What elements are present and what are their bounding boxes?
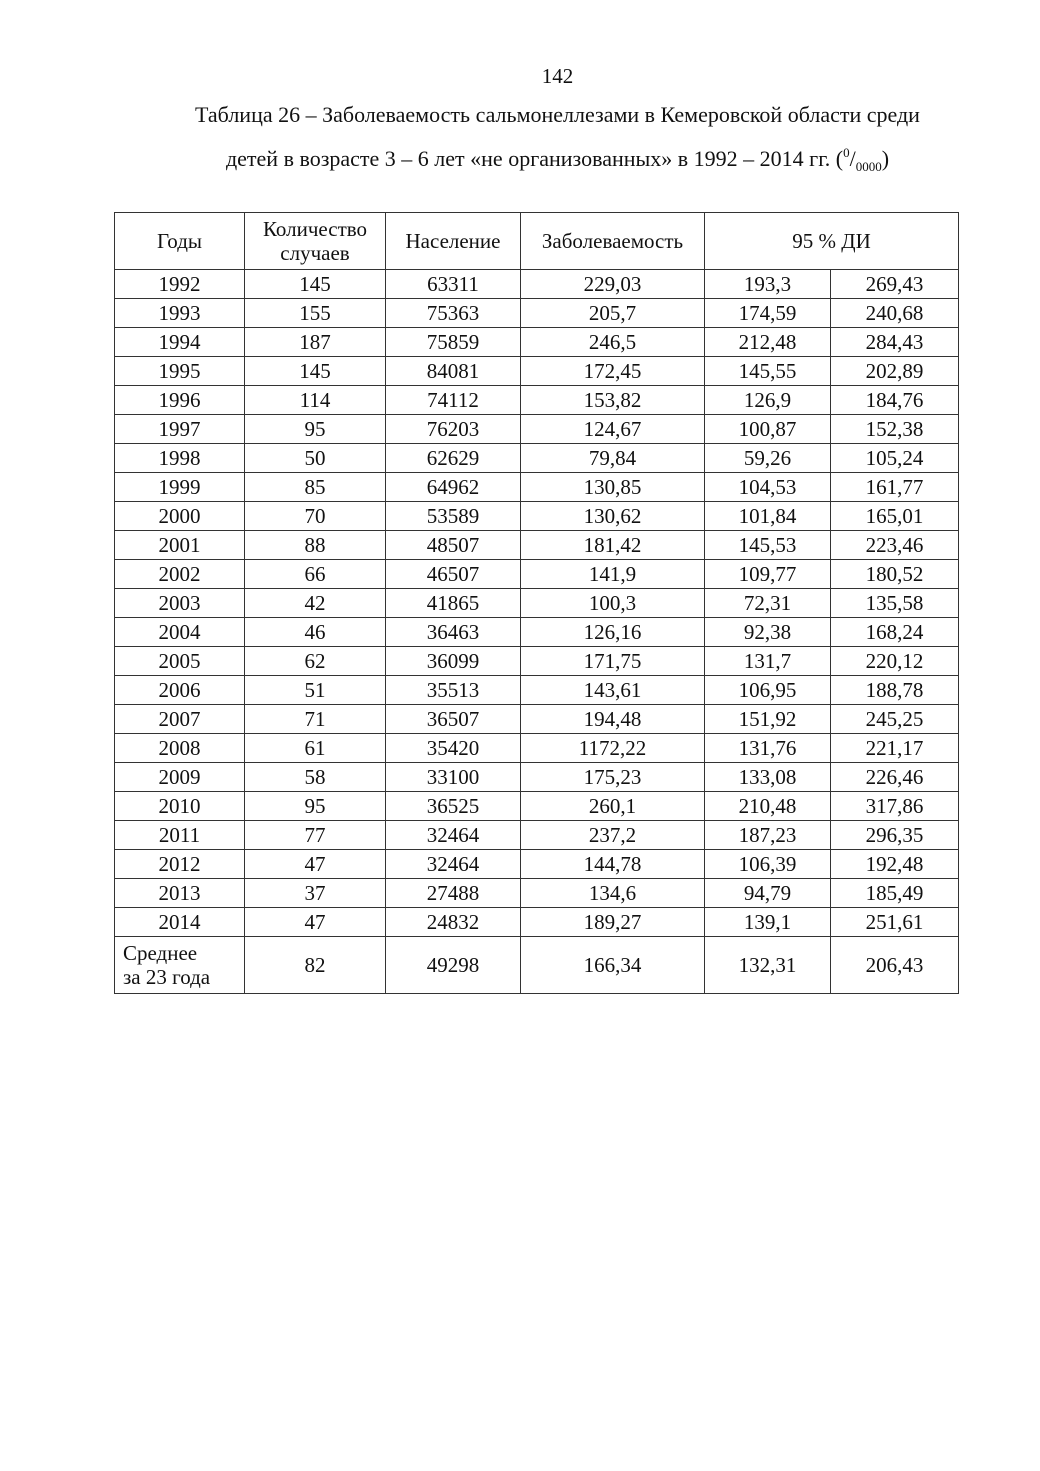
unit-superscript: 0: [843, 145, 850, 160]
cell-population: 41865: [386, 589, 521, 618]
cell-ci-low: 131,76: [705, 734, 831, 763]
table-row: [115, 531, 959, 560]
cell-year: 2010: [115, 792, 245, 821]
table-caption-line-2: [100, 146, 1015, 172]
table-row: [115, 589, 959, 618]
cell-ci-high: 221,17: [831, 734, 959, 763]
cell-incidence: 143,61: [521, 676, 705, 705]
table-row: [115, 444, 959, 473]
table-row: [115, 618, 959, 647]
cell-cases: 70: [245, 502, 386, 531]
cell-incidence: 153,82: [521, 386, 705, 415]
table-row: [115, 357, 959, 386]
cell-year: 2003: [115, 589, 245, 618]
cell-ci-low: 72,31: [705, 589, 831, 618]
cell-year: 2007: [115, 705, 245, 734]
cell-incidence: 124,67: [521, 415, 705, 444]
cell-ci-high: 184,76: [831, 386, 959, 415]
cell-cases: 50: [245, 444, 386, 473]
cell-ci-high: 168,24: [831, 618, 959, 647]
cell-incidence: 229,03: [521, 270, 705, 299]
cell-year: 1992: [115, 270, 245, 299]
cell-ci-high: 226,46: [831, 763, 959, 792]
cell-population: 53589: [386, 502, 521, 531]
cell-incidence: 175,23: [521, 763, 705, 792]
table-row: [115, 473, 959, 502]
cell-population: 62629: [386, 444, 521, 473]
cell-year: 1999: [115, 473, 245, 502]
table-row: [115, 879, 959, 908]
cell-ci-high: 269,43: [831, 270, 959, 299]
unit-slash: /: [849, 146, 856, 171]
cell-year: 2000: [115, 502, 245, 531]
cell-ci-high: 251,61: [831, 908, 959, 937]
cell-ci-low: 210,48: [705, 792, 831, 821]
cell-year: 2014: [115, 908, 245, 937]
cell-population: 36463: [386, 618, 521, 647]
cell-ci-high: 202,89: [831, 357, 959, 386]
cell-cases: 85: [245, 473, 386, 502]
cell-ci-low: 126,9: [705, 386, 831, 415]
header-population: Население: [386, 213, 521, 270]
average-ci-low: 132,31: [705, 937, 831, 994]
cell-incidence: 181,42: [521, 531, 705, 560]
cell-ci-high: 180,52: [831, 560, 959, 589]
cell-year: 2001: [115, 531, 245, 560]
cell-population: 36099: [386, 647, 521, 676]
cell-population: 35513: [386, 676, 521, 705]
cell-population: 63311: [386, 270, 521, 299]
cell-ci-low: 174,59: [705, 299, 831, 328]
cell-population: 75363: [386, 299, 521, 328]
cell-incidence: 130,85: [521, 473, 705, 502]
table-row: [115, 386, 959, 415]
cell-population: 36525: [386, 792, 521, 821]
cell-population: 27488: [386, 879, 521, 908]
cell-ci-low: 151,92: [705, 705, 831, 734]
cell-population: 75859: [386, 328, 521, 357]
average-label: [115, 937, 245, 994]
cell-population: 48507: [386, 531, 521, 560]
cell-ci-low: 100,87: [705, 415, 831, 444]
cell-year: 1996: [115, 386, 245, 415]
cell-cases: 114: [245, 386, 386, 415]
cell-year: 1997: [115, 415, 245, 444]
table-row: [115, 502, 959, 531]
cell-incidence: 100,3: [521, 589, 705, 618]
cell-cases: 47: [245, 908, 386, 937]
cell-cases: 66: [245, 560, 386, 589]
cell-year: 1998: [115, 444, 245, 473]
cell-ci-low: 94,79: [705, 879, 831, 908]
table-row: [115, 270, 959, 299]
header-cases-line-2: случаев: [280, 241, 350, 265]
caption-close-paren: ): [881, 146, 890, 171]
average-ci-high: 206,43: [831, 937, 959, 994]
cell-year: 1995: [115, 357, 245, 386]
cell-population: 64962: [386, 473, 521, 502]
cell-year: 2005: [115, 647, 245, 676]
cell-population: 74112: [386, 386, 521, 415]
cell-incidence: 144,78: [521, 850, 705, 879]
cell-ci-low: 101,84: [705, 502, 831, 531]
header-row: [115, 213, 959, 270]
cell-incidence: 171,75: [521, 647, 705, 676]
cell-ci-high: 135,58: [831, 589, 959, 618]
cell-ci-high: 165,01: [831, 502, 959, 531]
header-cases-line-1: Количество: [262, 217, 368, 241]
table-row: [115, 676, 959, 705]
cell-ci-high: 161,77: [831, 473, 959, 502]
cell-cases: 71: [245, 705, 386, 734]
average-label-line-2: за 23 года: [123, 965, 211, 989]
table-row: [115, 560, 959, 589]
cell-ci-low: 92,38: [705, 618, 831, 647]
cell-population: 32464: [386, 850, 521, 879]
cell-year: 1994: [115, 328, 245, 357]
table-caption-line-1: Таблица 26 – Заболеваемость сальмонеллезами в Кемеровской области среди: [195, 102, 920, 127]
cell-incidence: 1172,22: [521, 734, 705, 763]
header-cases: [245, 213, 386, 270]
cell-cases: 77: [245, 821, 386, 850]
table-body: [115, 270, 959, 994]
cell-ci-low: 133,08: [705, 763, 831, 792]
cell-incidence: 260,1: [521, 792, 705, 821]
cell-incidence: 130,62: [521, 502, 705, 531]
cell-cases: 51: [245, 676, 386, 705]
cell-ci-low: 106,95: [705, 676, 831, 705]
cell-population: 24832: [386, 908, 521, 937]
cell-ci-low: 131,7: [705, 647, 831, 676]
cell-year: 2006: [115, 676, 245, 705]
table-row: [115, 734, 959, 763]
table-row: [115, 792, 959, 821]
cell-incidence: 205,7: [521, 299, 705, 328]
cell-incidence: 141,9: [521, 560, 705, 589]
cell-population: 84081: [386, 357, 521, 386]
cell-incidence: 79,84: [521, 444, 705, 473]
cell-ci-high: 240,68: [831, 299, 959, 328]
cell-cases: 187: [245, 328, 386, 357]
cell-ci-high: 296,35: [831, 821, 959, 850]
caption-text: детей в возрасте 3 – 6 лет «не организованных» в 1992 – 2014 гг. (: [225, 146, 844, 171]
cell-ci-low: 193,3: [705, 270, 831, 299]
cell-ci-high: 188,78: [831, 676, 959, 705]
cell-population: 33100: [386, 763, 521, 792]
cell-year: 2008: [115, 734, 245, 763]
cell-population: 32464: [386, 821, 521, 850]
header-confidence-interval: 95 % ДИ: [705, 213, 959, 270]
table-row: [115, 299, 959, 328]
cell-incidence: 172,45: [521, 357, 705, 386]
cell-year: 1993: [115, 299, 245, 328]
page-number: 142: [541, 64, 574, 88]
cell-ci-high: 185,49: [831, 879, 959, 908]
table-row: [115, 850, 959, 879]
cell-ci-low: 109,77: [705, 560, 831, 589]
cell-incidence: 237,2: [521, 821, 705, 850]
cell-year: 2004: [115, 618, 245, 647]
table-row: [115, 821, 959, 850]
cell-cases: 46: [245, 618, 386, 647]
cell-cases: 155: [245, 299, 386, 328]
average-incidence: 166,34: [521, 937, 705, 994]
cell-ci-high: 317,86: [831, 792, 959, 821]
table-row: [115, 705, 959, 734]
cell-population: 35420: [386, 734, 521, 763]
table-row: [115, 763, 959, 792]
average-label-line-1: Среднее: [123, 941, 198, 965]
cell-year: 2013: [115, 879, 245, 908]
cell-ci-low: 139,1: [705, 908, 831, 937]
cell-ci-low: 145,53: [705, 531, 831, 560]
cell-incidence: 126,16: [521, 618, 705, 647]
cell-year: 2009: [115, 763, 245, 792]
cell-year: 2012: [115, 850, 245, 879]
cell-year: 2011: [115, 821, 245, 850]
cell-population: 46507: [386, 560, 521, 589]
cell-ci-high: 152,38: [831, 415, 959, 444]
cell-incidence: 246,5: [521, 328, 705, 357]
cell-population: 36507: [386, 705, 521, 734]
cell-ci-low: 145,55: [705, 357, 831, 386]
incidence-table: [114, 212, 959, 994]
table-row: [115, 415, 959, 444]
cell-incidence: 189,27: [521, 908, 705, 937]
average-population: 49298: [386, 937, 521, 994]
cell-incidence: 134,6: [521, 879, 705, 908]
table-row: [115, 647, 959, 676]
cell-year: 2002: [115, 560, 245, 589]
cell-ci-low: 59,26: [705, 444, 831, 473]
cell-ci-high: 245,25: [831, 705, 959, 734]
cell-ci-high: 284,43: [831, 328, 959, 357]
unit-subscript: 0000: [855, 159, 882, 174]
cell-cases: 61: [245, 734, 386, 763]
cell-cases: 58: [245, 763, 386, 792]
cell-ci-low: 104,53: [705, 473, 831, 502]
cell-ci-high: 192,48: [831, 850, 959, 879]
cell-cases: 42: [245, 589, 386, 618]
cell-population: 76203: [386, 415, 521, 444]
cell-cases: 145: [245, 357, 386, 386]
cell-ci-low: 187,23: [705, 821, 831, 850]
cell-ci-high: 220,12: [831, 647, 959, 676]
average-cases: 82: [245, 937, 386, 994]
table-row: [115, 328, 959, 357]
cell-ci-high: 223,46: [831, 531, 959, 560]
cell-cases: 145: [245, 270, 386, 299]
header-incidence: Заболеваемость: [521, 213, 705, 270]
cell-cases: 62: [245, 647, 386, 676]
table-row: [115, 908, 959, 937]
cell-cases: 88: [245, 531, 386, 560]
cell-cases: 95: [245, 415, 386, 444]
cell-ci-low: 212,48: [705, 328, 831, 357]
cell-cases: 95: [245, 792, 386, 821]
header-year: Годы: [115, 213, 245, 270]
cell-ci-low: 106,39: [705, 850, 831, 879]
average-row: [115, 937, 959, 994]
cell-cases: 37: [245, 879, 386, 908]
cell-incidence: 194,48: [521, 705, 705, 734]
cell-cases: 47: [245, 850, 386, 879]
cell-ci-high: 105,24: [831, 444, 959, 473]
